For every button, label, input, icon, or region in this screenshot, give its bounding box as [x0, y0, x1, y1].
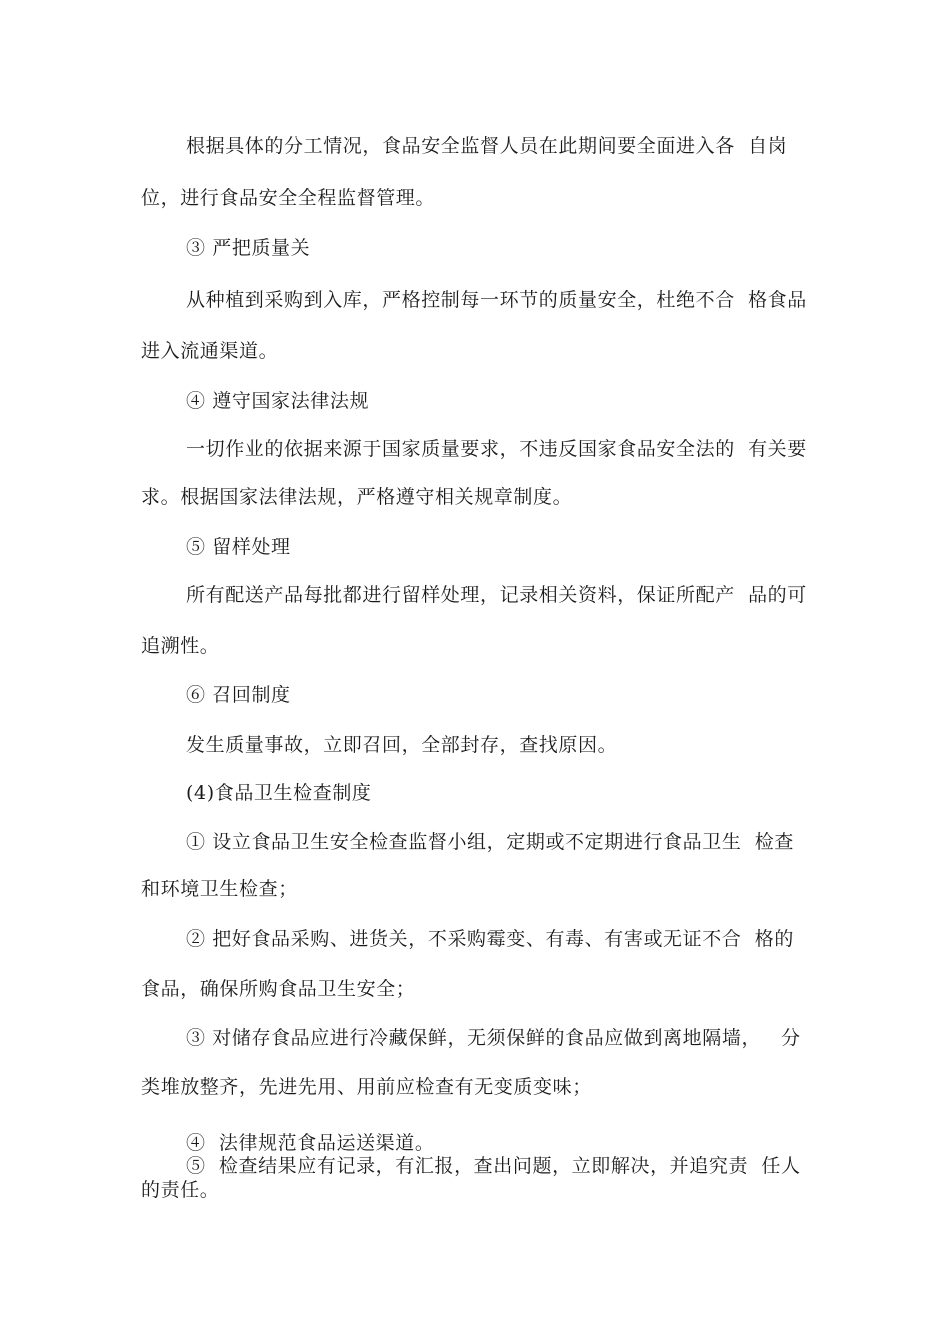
- list-item-line: 类堆放整齐，先进先用、用前应检查有无变质变味；: [141, 1076, 592, 1098]
- list-item-line: ④ 法律规范食品运送渠道。: [186, 1132, 435, 1154]
- paragraph-line: 发生质量事故，立即召回，全部封存，查找原因。: [186, 734, 618, 756]
- section-heading: ⑥ 召回制度: [186, 684, 291, 706]
- list-item-line: ① 设立食品卫生安全检查监督小组，定期或不定期进行食品卫生 检查: [186, 831, 794, 853]
- paragraph-line: 一切作业的依据来源于国家质量要求，不违反国家食品安全法的 有关要: [186, 438, 807, 460]
- paragraph-line: 进入流通渠道。: [141, 340, 279, 362]
- list-item-line: ⑤ 检查结果应有记录，有汇报，查出问题，立即解决，并追究责 任人: [186, 1155, 801, 1177]
- list-item-line: ③ 对储存食品应进行冷藏保鲜，无须保鲜的食品应做到离地隔墙， 分: [186, 1027, 801, 1049]
- paragraph-line: 根据具体的分工情况，食品安全监督人员在此期间要全面进入各 自岗: [186, 135, 788, 157]
- list-item-line: 和环境卫生检查；: [141, 878, 298, 900]
- section-heading: ⑤ 留样处理: [186, 536, 291, 558]
- section-heading: ④ 遵守国家法律法规: [186, 390, 370, 412]
- section-heading: ③ 严把质量关: [186, 237, 311, 259]
- paragraph-line: 追溯性。: [141, 635, 220, 657]
- paragraph-line: 从种植到采购到入库，严格控制每一环节的质量安全，杜绝不合 格食品: [186, 289, 807, 311]
- paragraph-line: 位，进行食品安全全程监督管理。: [141, 187, 436, 209]
- section-heading: (4)食品卫生检查制度: [186, 782, 372, 804]
- list-item-line: 的责任。: [141, 1179, 220, 1201]
- list-item-line: ② 把好食品采购、进货关，不采购霉变、有毒、有害或无证不合 格的: [186, 928, 794, 950]
- list-item-line: 食品，确保所购食品卫生安全；: [141, 978, 416, 1000]
- paragraph-line: 所有配送产品每批都进行留样处理，记录相关资料，保证所配产 品的可: [186, 584, 807, 606]
- paragraph-line: 求。根据国家法律法规，严格遵守相关规章制度。: [141, 486, 573, 508]
